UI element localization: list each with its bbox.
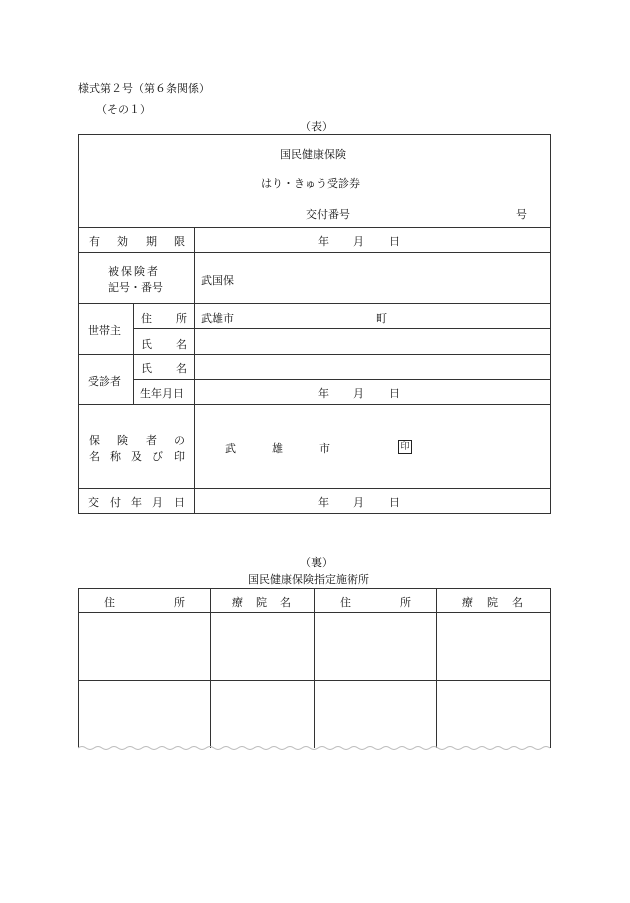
validity-month: 月 bbox=[353, 235, 364, 248]
householder-address-town: 町 bbox=[376, 312, 387, 325]
patient-label: 受診者 bbox=[88, 375, 121, 388]
insured-label-sub: 記号・番号 bbox=[108, 281, 163, 294]
seal-mark: 印 bbox=[398, 440, 412, 454]
birth-day: 日 bbox=[389, 387, 400, 400]
back-label: （裏） bbox=[300, 556, 333, 569]
back-title: 国民健康保険指定施術所 bbox=[248, 573, 369, 586]
issue-number-suffix: 号 bbox=[516, 208, 527, 221]
form-number: 様式第２号（第６条関係） bbox=[78, 82, 210, 95]
front-title: 国民健康保険 bbox=[280, 148, 346, 161]
front-label: （表） bbox=[300, 120, 333, 133]
issue-number-label: 交付番号 bbox=[306, 208, 350, 221]
issue-month: 月 bbox=[353, 496, 364, 509]
form-part: （その１） bbox=[96, 103, 151, 116]
validity-day: 日 bbox=[389, 235, 400, 248]
birth-month: 月 bbox=[353, 387, 364, 400]
insured-number-value: 武国保 bbox=[201, 274, 234, 287]
householder-address-city: 武雄市 bbox=[201, 312, 234, 325]
birth-year: 年 bbox=[318, 387, 329, 400]
birth-date-label: 生年月日 bbox=[140, 387, 184, 400]
validity-year: 年 bbox=[318, 235, 329, 248]
insured-label: 被保険者 bbox=[108, 265, 160, 278]
householder-label: 世帯主 bbox=[88, 324, 121, 337]
issue-day: 日 bbox=[389, 496, 400, 509]
front-subtitle: はり・きゅう受診券 bbox=[261, 177, 360, 190]
issue-year: 年 bbox=[318, 496, 329, 509]
